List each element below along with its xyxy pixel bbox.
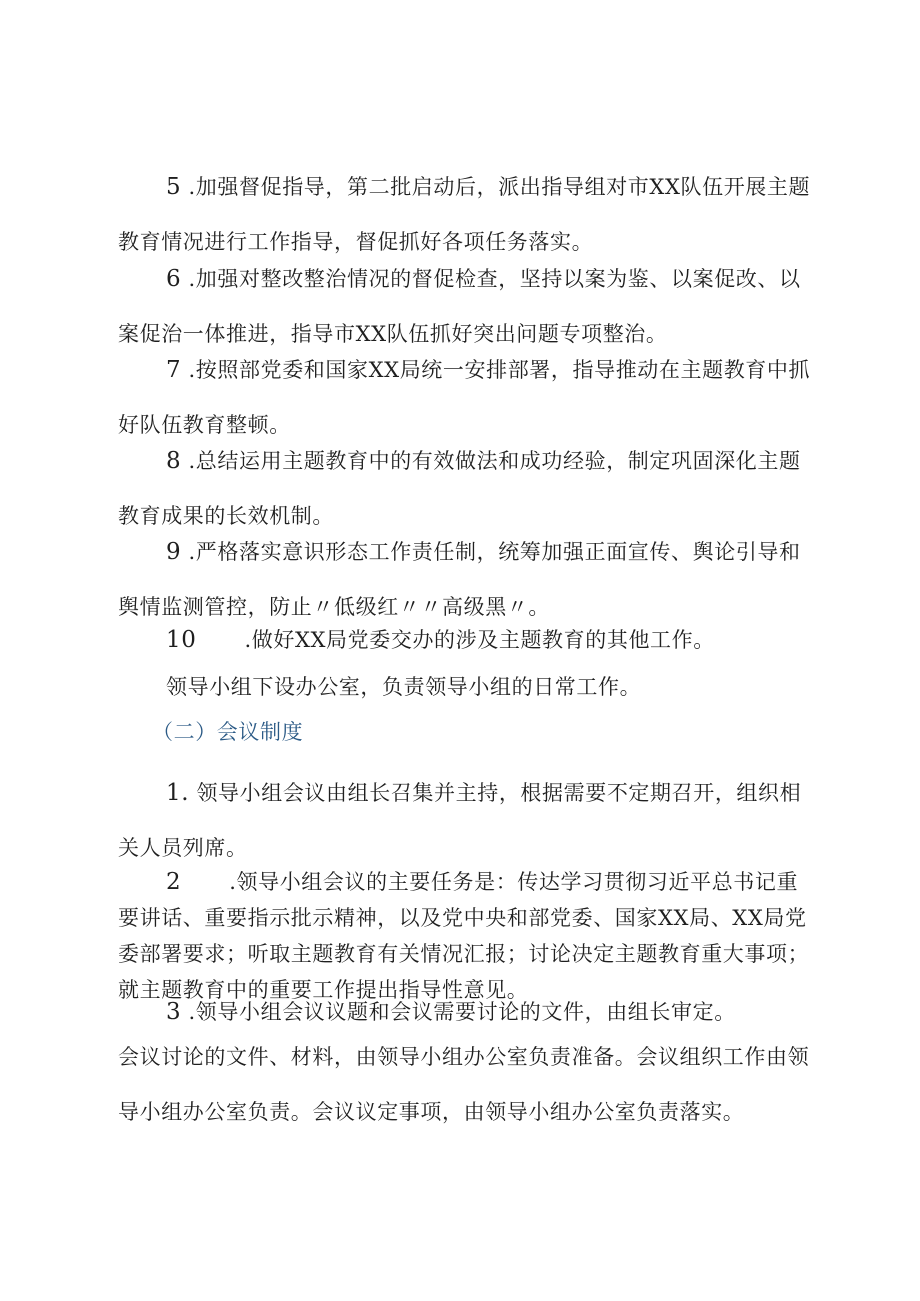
item-text: .总结运用主题教育中的有效做法和成功经验，制定巩固深化主题教育成果的长效机制。 (118, 449, 801, 528)
meeting-item-1 (118, 766, 818, 876)
item-text: .加强对整改整治情况的督促检查，坚持以案为鉴、以案促改、以案促治一体推进，指导市XX队伍抓好突出问题专项整治。 (118, 267, 801, 346)
office-note: 领导小组下设办公室，负责领导小组的日常工作。 (166, 675, 642, 699)
closing-paragraph: 会议讨论的文件、材料，由领导小组办公室负责准备。会议组织工作由领导小组办公室负责。会议议定事项，由领导小组办公室负责落实。 (118, 1045, 810, 1124)
meeting-item-3 (166, 992, 736, 1032)
item-text: .做好XX局党委交办的涉及主题教育的其他工作。 (244, 628, 715, 652)
item-number: 9 (166, 539, 182, 565)
meeting-item-2 (118, 864, 818, 1008)
item-text: .领导小组会议议题和会议需要讨论的文件，由组长审定。 (188, 1000, 736, 1024)
item-number: 2 (166, 869, 182, 895)
item-number: 10 (166, 627, 197, 653)
item-number: 6 (166, 266, 182, 292)
item-text: 领导小组会议由组长召集并主持，根据需要不定期召开，组织相关人员列席。 (118, 781, 802, 860)
item-text: .加强督促指导，第二批启动后，派出指导组对市XX队伍开展主题教育情况进行工作指导，督促抓好各项任务落实。 (118, 175, 811, 254)
item-text: .按照部党委和国家XX局统一安排部署，指导推动在主题教育中抓好队伍教育整顿。 (118, 358, 811, 437)
item-text: .领导小组会议的主要任务是：传达学习贯彻习近平总书记重要讲话、重要指示批示精神，以及党中央和部党委、国家XX局、XX局党委部署要求；听取主题教育有关情况汇报；讨论决定主题教育重大事项；就主题教育中的重要工作提出指导性意见。 (118, 870, 810, 1002)
list-item-10 (166, 620, 715, 660)
section-heading: （二）会议制度 (152, 720, 304, 744)
item-number: 7 (166, 357, 182, 383)
item-number: 5 (166, 174, 182, 200)
item-number: 3 (166, 999, 182, 1025)
item-number: 8 (166, 448, 182, 474)
item-number: 1. (166, 780, 190, 806)
item-text: .严格落实意识形态工作责任制，统筹加强正面宣传、舆论引导和舆情监测管控，防止〃低级红〃〃高级黑〃。 (118, 540, 801, 619)
list-item-9 (118, 525, 818, 635)
